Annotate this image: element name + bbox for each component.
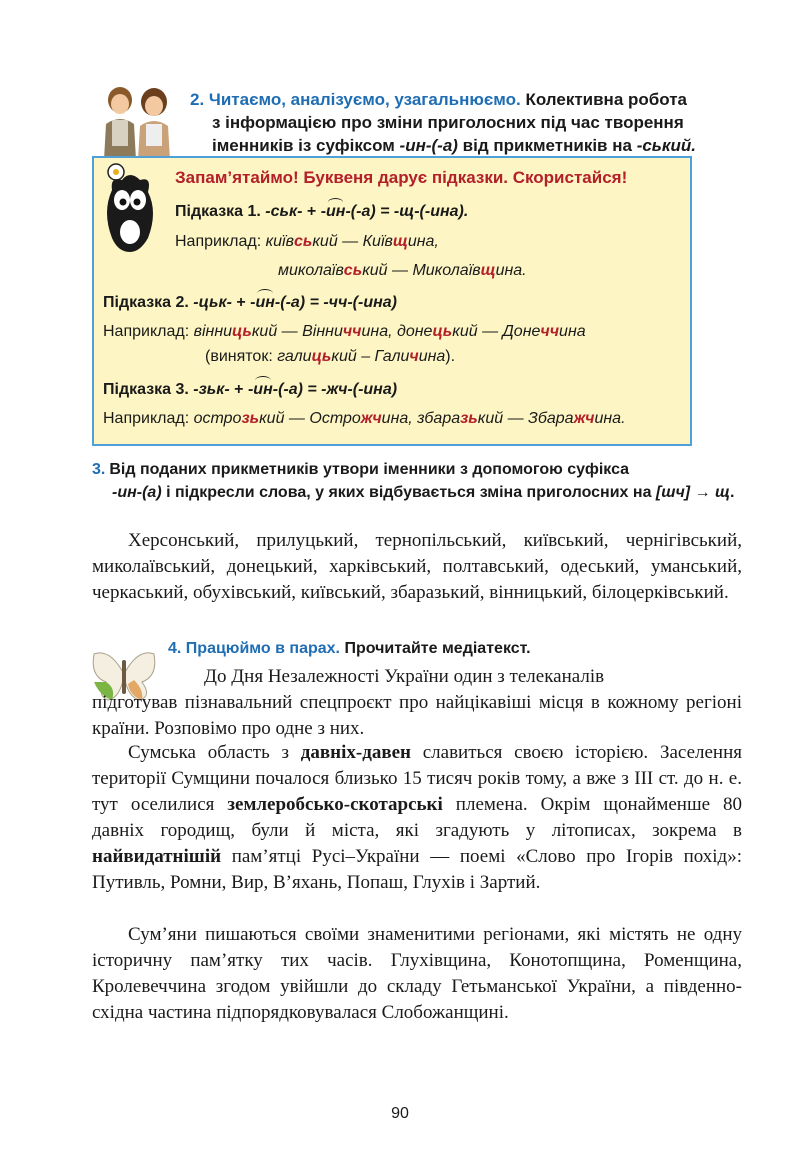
hint-2-plus: + - (231, 294, 256, 311)
hint-1 (175, 203, 468, 221)
ex3-d: кий — Доне (452, 323, 541, 340)
owl-mascot-icon (100, 162, 160, 254)
p2-e: пам’ятці Русі–України — поемі «Слово про Ігорів похід»: Путивль, Ромни, Вир, В’яхань, Попаш, Глухів і Зартий. (92, 846, 742, 893)
task-3-text-c: . (729, 484, 735, 501)
hint-2-arc: ин (255, 294, 275, 311)
hint-1-example-1 (175, 233, 439, 251)
ex3-hl3: ць (432, 323, 453, 340)
ex4-d: кий — Збара (477, 410, 574, 427)
hint-1-formula: -(-а) = -щ-(-ина). (345, 203, 469, 220)
task-3-suffix: -ин-(а) (112, 484, 162, 501)
p2-bold-3: найвидатнішій (92, 846, 222, 867)
task-2-header (190, 88, 750, 157)
ex2-hl2: щ (480, 262, 496, 279)
task-2-text-b: з інформацією про зміни приголосних під час творення (212, 113, 684, 132)
hint-3-example (103, 410, 626, 428)
paragraph-1 (92, 664, 742, 742)
task-3-words: Херсонський, прилуцький, тернопільський, київський, чернігівський, миколаївський, донецький, харківський, полтавський, одеський, уманський, черкаський, обухівський, київський, збаразький, вінницький, білоцерківський. (92, 530, 742, 603)
task-2-title: 2. Читаємо, аналізуємо, узагальнюємо. (190, 90, 521, 109)
p2-d: племена. Окрім щонайменше 80 давніх городищ, були й міста, які згадують у літописах, зокрема в (92, 794, 742, 841)
hint-3-plus: + - (229, 381, 254, 398)
exception-hl1: ць (311, 348, 332, 365)
hint-1-suffix: -ськ- (260, 203, 303, 220)
task-2-text-d: від прикметників на (457, 136, 637, 155)
paragraph-1-first-line: До Дня Незалежності України один з телеканалів (204, 666, 605, 687)
task-3-number: 3. (92, 461, 106, 478)
ex2-c: ина. (495, 262, 527, 279)
exception-hl2: ч (409, 348, 419, 365)
ex1-hl1: сь (293, 233, 313, 250)
hint-2-exception (205, 348, 455, 366)
page-number: 90 (391, 1105, 409, 1122)
task-3-text-a: Від поданих прикметників утвори іменники з допомогою суфікса (109, 461, 630, 478)
task-4-title: 4. Працюймо в парах. (168, 640, 340, 657)
ex1-a: київ (261, 233, 294, 250)
task-3-change: [шч] → щ (655, 484, 730, 501)
hint-3 (103, 381, 397, 399)
hint-1-arc: ин (326, 203, 346, 220)
hint-3-suffix: -зьк- (188, 381, 230, 398)
ex3-b: кий — Вінни (251, 323, 343, 340)
rule-title: Запам’ятаймо! Буквеня дарує підказки. Скористайся! (175, 168, 628, 187)
exception-e: ). (445, 348, 456, 365)
ex3-e: ина (559, 323, 586, 340)
task-4-text: Прочитайте медіатекст. (340, 640, 531, 657)
p2-bold-2: землеробсько-скотарські (227, 794, 443, 815)
ex4-hl1: зь (241, 410, 260, 427)
exception-a: (виняток: (205, 348, 278, 365)
children-illustration (96, 84, 178, 160)
ex3-hl2: чч (342, 323, 362, 340)
task-2-suffix: -ин-(-а) (399, 136, 458, 155)
hint-1-label: Підказка 1. (175, 203, 261, 220)
task-2-ending: -ський. (636, 136, 697, 155)
hint-3-formula: -(-а) = -жч-(-ина) (272, 381, 398, 398)
hint-2 (103, 294, 397, 312)
exception-c: кий – Гали (331, 348, 410, 365)
p2-a: Сумська область з (128, 742, 301, 763)
hint-3-label: Підказка 3. (103, 381, 189, 398)
ex4-hl3: зь (460, 410, 478, 427)
p2-bold-1: давніх-давен (300, 742, 411, 763)
paragraph-3: Сум’яни пишаються своїми знаменитими регіонами, які містять не одну історичну пам’ятку тих часів. Глухівщина, Конотопщина, Роменщина, Кролевеччина згодом увійшли до складу Гетьманської України, а південно-східна частина підпорядковувалася Слобожанщині. (92, 924, 742, 1023)
ex4-b: кий — Остро (259, 410, 361, 427)
ex1-hl2: щ (392, 233, 408, 250)
ex3-c: ина, доне (361, 323, 433, 340)
task-3-text-b: і підкресли слова, у яких відбувається зміна приголосних на (161, 484, 656, 501)
ex4-hl2: жч (360, 410, 382, 427)
ex3-hl4: чч (540, 323, 560, 340)
ex2-b: кий — Миколаїв (362, 262, 481, 279)
task-2-text-c: іменників із суфіксом (212, 136, 400, 155)
hint-2-example (103, 323, 586, 341)
ex4-a: остро (189, 410, 242, 427)
example-label: Наприклад: (103, 323, 190, 340)
hint-2-label: Підказка 2. (103, 294, 189, 311)
hint-1-example-2 (278, 262, 527, 280)
hint-3-arc: ин (253, 381, 273, 398)
example-label: Наприклад: (103, 410, 190, 427)
ex4-hl4: жч (573, 410, 595, 427)
hint-1-plus: + - (302, 203, 327, 220)
p2-c: славиться своєю історією. Заселення території Сумщини почалося близько 15 тисяч років тому, а вже з ІІІ ст. до н. е. тут оселилися (92, 742, 742, 815)
exception-b: гали (277, 348, 312, 365)
task-2-text-a: Колективна робота (520, 90, 688, 109)
task-3-header (92, 458, 742, 504)
ex1-b: кий — Київ (312, 233, 393, 250)
ex2-hl1: сь (343, 262, 363, 279)
ex2-a: миколаїв (278, 262, 344, 279)
ex1-c: ина, (407, 233, 439, 250)
ex3-a: вінни (189, 323, 233, 340)
ex4-e: ина. (594, 410, 626, 427)
paragraph-1-rest: підготував пізнавальний спецпроєкт про найцікавіші місця в кожному регіоні країни. Розповімо про одне з них. (92, 692, 742, 739)
ex4-c: ина, збара (381, 410, 461, 427)
paragraph-2 (92, 740, 742, 896)
hint-2-formula: -(-а) = -чч-(-ина) (274, 294, 397, 311)
exception-d: ина (418, 348, 446, 365)
ex3-hl1: ць (232, 323, 252, 340)
task-4-header (168, 640, 531, 658)
hint-2-suffix: -цьк- (188, 294, 232, 311)
example-label: Наприклад: (175, 233, 262, 250)
